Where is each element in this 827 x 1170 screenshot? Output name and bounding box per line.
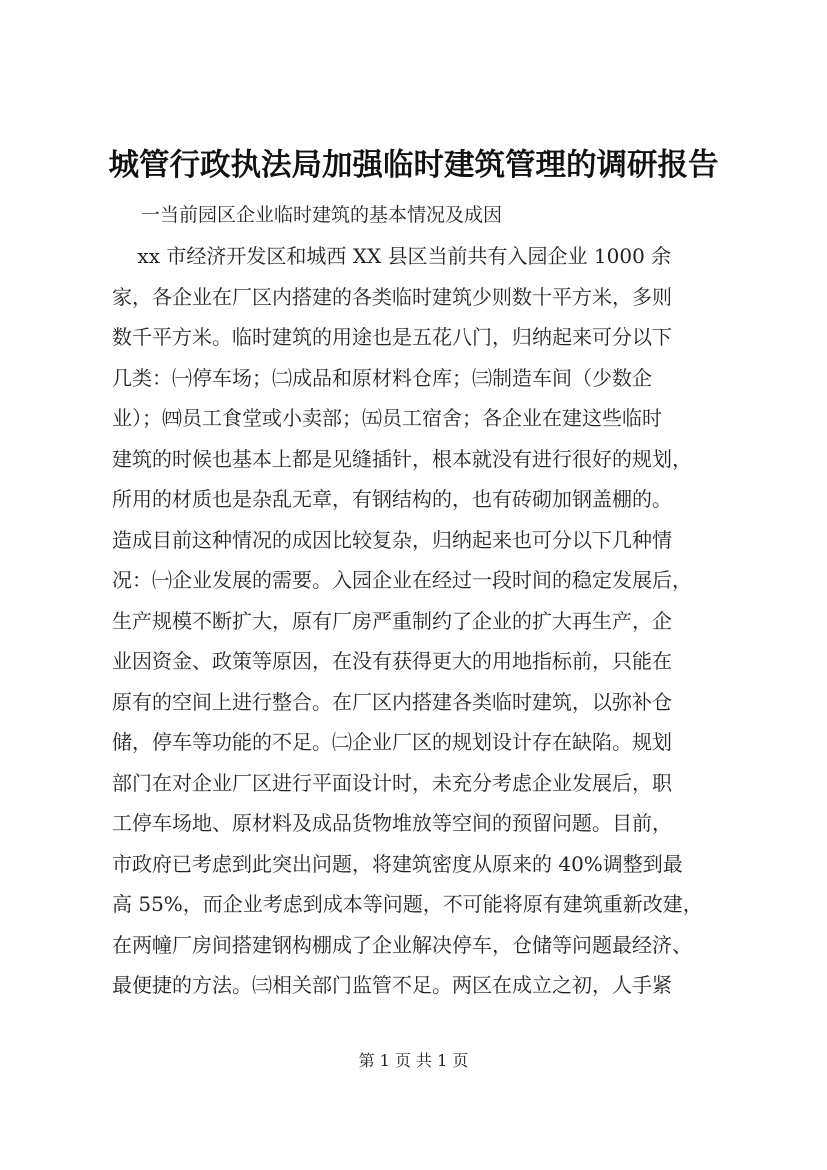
body-line: 业因资金、政策等原因，在没有获得更大的用地指标前，只能在	[112, 649, 672, 673]
body-line: 造成目前这种情况的成因比较复杂，归纳起来也可分以下几种情	[112, 528, 672, 552]
section-heading: 一当前园区企业临时建筑的基本情况及成因	[141, 204, 503, 226]
body-line: 高 55%，而企业考虑到成本等问题，不可能将原有建筑重新改建，	[112, 892, 703, 916]
body-line: 部门在对企业厂区进行平面设计时，未充分考虑企业发展后，职	[112, 771, 672, 795]
body-line: 生产规模不断扩大，原有厂房严重制约了企业的扩大再生产，企	[112, 609, 672, 633]
body-line: 数千平方米。临时建筑的用途也是五花八门，归纳起来可分以下	[112, 325, 672, 349]
body-line: 几类：㈠停车场；㈡成品和原材料仓库；㈢制造车间（少数企	[112, 366, 652, 390]
body-line: xx 市经济开发区和城西 XX 县区当前共有入园企业 1000 余	[112, 244, 672, 268]
body-line: 原有的空间上进行整合。在厂区内搭建各类临时建筑，以弥补仓	[112, 690, 672, 714]
body-line: 所用的材质也是杂乱无章，有钢结构的，也有砖砌加钢盖棚的。	[112, 487, 672, 511]
body-line: 在两幢厂房间搭建钢构棚成了企业解决停车，仓储等问题最经济、	[112, 933, 692, 957]
body-line: 家，各企业在厂区内搭建的各类临时建筑少则数十平方米，多则	[112, 285, 672, 309]
page-footer: 第 1 页 共 1 页	[358, 1051, 469, 1070]
body-line: 业）；㈣员工食堂或小卖部；㈤员工宿舍；各企业在建这些临时	[112, 406, 662, 430]
body-line: 最便捷的方法。㈢相关部门监管不足。两区在成立之初，人手紧	[112, 973, 672, 997]
body-line: 况：㈠企业发展的需要。入园企业在经过一段时间的稳定发展后，	[112, 568, 692, 592]
body-line: 储，停车等功能的不足。㈡企业厂区的规划设计存在缺陷。规划	[112, 730, 672, 754]
document-title: 城管行政执法局加强临时建筑管理的调研报告	[108, 147, 719, 183]
body-line: 工停车场地、原材料及成品货物堆放等空间的预留问题。目前，	[112, 811, 672, 835]
body-line: 市政府已考虑到此突出问题，将建筑密度从原来的 40%调整到最	[112, 852, 683, 876]
body-line: 建筑的时候也基本上都是见缝插针，根本就没有进行很好的规划，	[112, 447, 692, 471]
